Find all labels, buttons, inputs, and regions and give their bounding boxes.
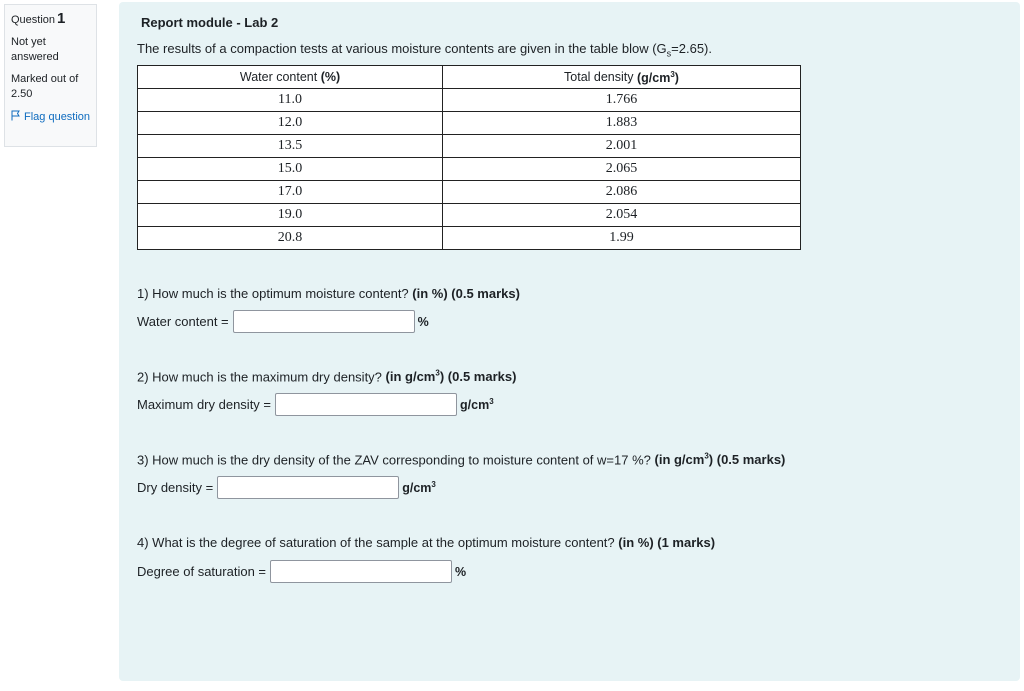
table-cell: 2.001 <box>443 135 801 158</box>
q1-prompt: 1) How much is the optimum moisture content? (in %) (0.5 marks) <box>137 286 520 301</box>
q3-prompt: 3) How much is the dry density of the ZAV corresponding to moisture content of w=17 %? (in $g/cm^3$) (0.5 marks) <box>137 452 786 468</box>
q1-unit: % <box>417 314 429 329</box>
table-cell: 2.086 <box>443 181 801 204</box>
compaction-table <box>137 65 801 250</box>
table-cell: 1.883 <box>443 112 801 135</box>
table-cell: 17.0 <box>138 181 443 204</box>
table-cell: 2.065 <box>443 158 801 181</box>
table-header-row <box>138 66 801 89</box>
q3-unit: $g/cm^3$ <box>402 479 436 496</box>
q2-answer-row <box>137 393 494 416</box>
table-cell: 1.766 <box>443 89 801 112</box>
question-label: Question <box>11 14 56 26</box>
flag-question-label: Flag question <box>24 111 91 123</box>
table-row <box>138 89 801 112</box>
table-cell: 2.054 <box>443 204 801 227</box>
question-number-value: 1 <box>57 10 66 27</box>
q3-label: Dry density = <box>137 480 214 495</box>
question-info-panel <box>4 4 97 147</box>
table-row <box>138 181 801 204</box>
flag-icon <box>11 110 21 121</box>
table-cell: 20.8 <box>138 227 443 250</box>
table-row <box>138 135 801 158</box>
table-cell: 12.0 <box>138 112 443 135</box>
question-number <box>11 11 96 28</box>
table-cell: 19.0 <box>138 204 443 227</box>
column-header-total-density: Total density $(g/cm^3)$ <box>443 66 801 89</box>
question-intro <box>137 41 712 59</box>
q2-unit: $g/cm^3$ <box>460 396 494 413</box>
q4-prompt: 4) What is the degree of saturation of the sample at the optimum moisture content? (in %) (1 marks) <box>137 535 716 550</box>
intro-subscript: s <box>666 48 672 59</box>
q3-answer-row <box>137 476 436 499</box>
table-row <box>138 227 801 250</box>
q1-label: Water content = <box>137 314 229 329</box>
q2-label: Maximum dry density = <box>137 397 272 412</box>
table-cell: 1.99 <box>443 227 801 250</box>
question-state: Not yet answered <box>11 36 59 63</box>
table-cell: 11.0 <box>138 89 443 112</box>
question-content <box>119 2 1020 681</box>
intro-text-end: =2.65). <box>671 41 712 56</box>
zav-dry-density-input[interactable] <box>217 476 399 499</box>
table-row <box>138 158 801 181</box>
q4-unit: % <box>455 564 467 579</box>
intro-text: The results of a compaction tests at various moisture contents are given in the table blow (G <box>137 41 667 56</box>
question-grade: Marked out of 2.50 <box>11 73 79 100</box>
table-row <box>138 112 801 135</box>
column-header-water-content: Water content (%) <box>138 66 443 89</box>
flag-question-link[interactable] <box>11 110 96 125</box>
q4-answer-row <box>137 560 466 583</box>
table-row <box>138 204 801 227</box>
degree-of-saturation-input[interactable] <box>270 560 452 583</box>
water-content-input[interactable] <box>233 310 415 333</box>
q1-answer-row <box>137 310 429 333</box>
question-title: Report module - Lab 2 <box>141 15 279 30</box>
table-cell: 15.0 <box>138 158 443 181</box>
max-dry-density-input[interactable] <box>275 393 457 416</box>
q4-label: Degree of saturation = <box>137 564 266 579</box>
table-cell: 13.5 <box>138 135 443 158</box>
q2-prompt: 2) How much is the maximum dry density? (in $g/cm^3$) (0.5 marks) <box>137 369 517 385</box>
